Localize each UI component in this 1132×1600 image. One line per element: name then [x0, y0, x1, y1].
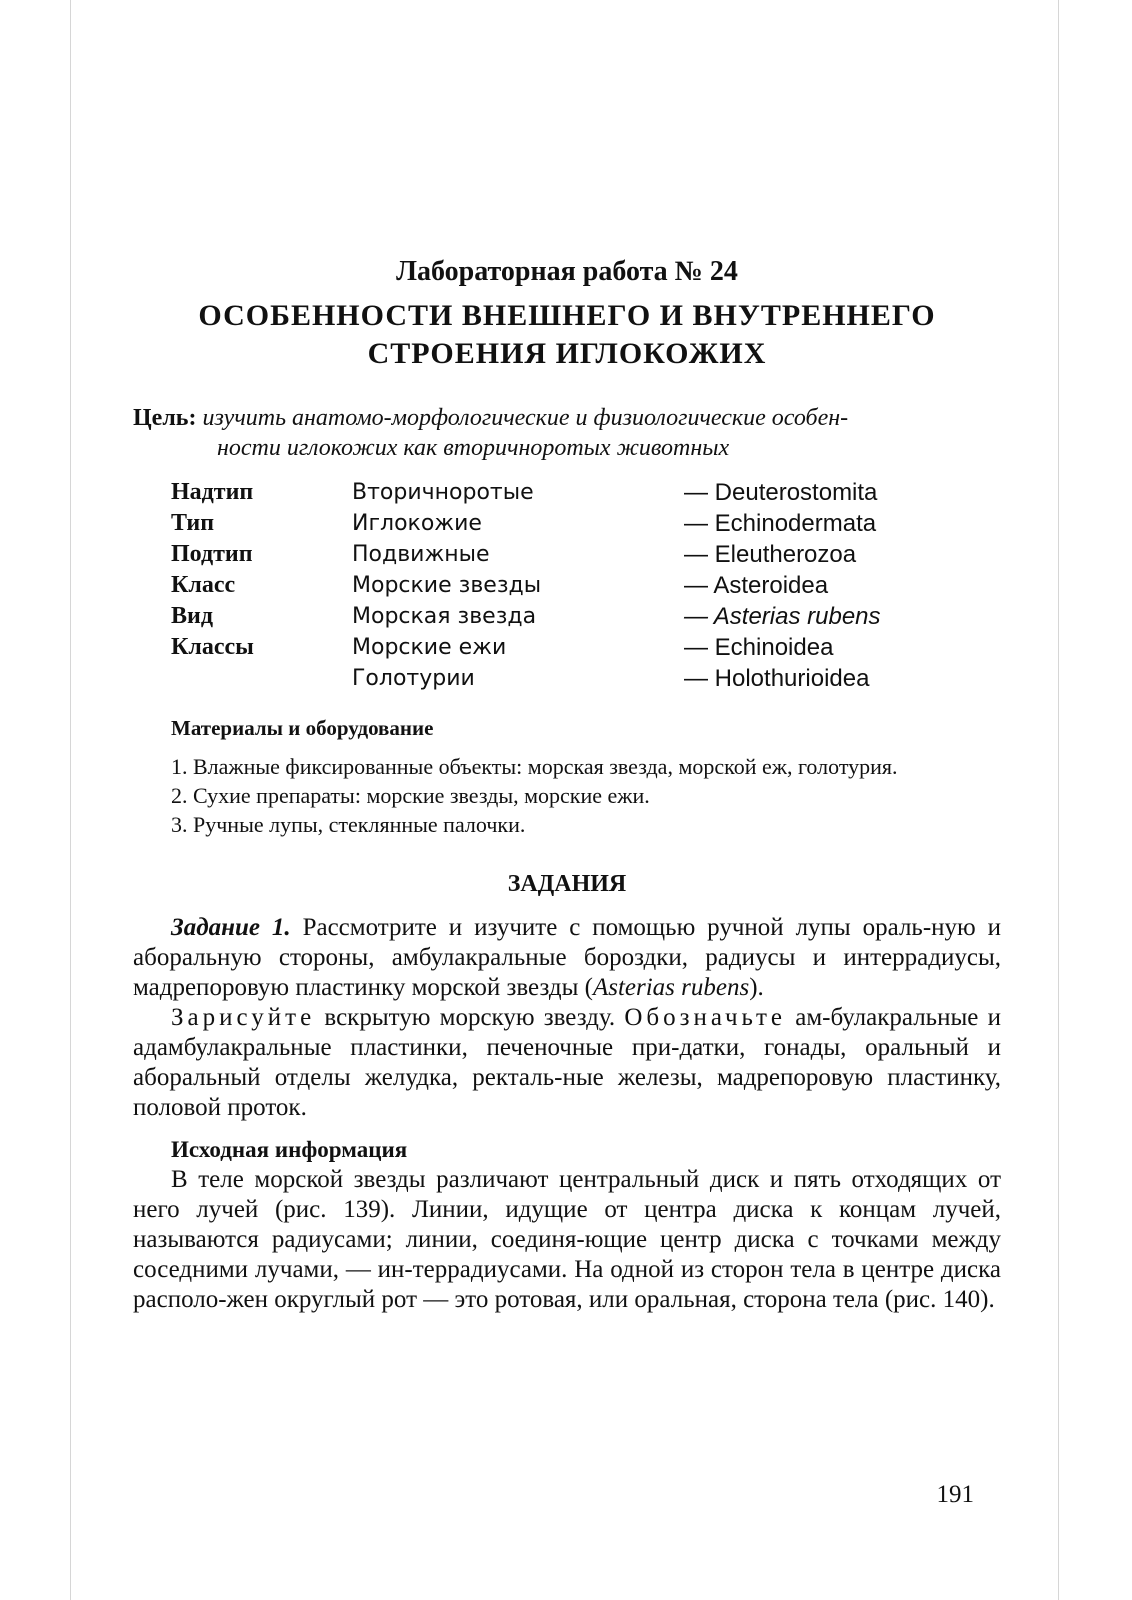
- task-1-paragraph: [133, 913, 1001, 1003]
- page-content: [133, 255, 1001, 1315]
- task-1-end: ).: [749, 974, 764, 1001]
- taxonomy-rank: Вид: [171, 603, 213, 629]
- mark-word: Обозначьте: [624, 1004, 787, 1031]
- taxonomy-russian-name: Вторичноротые: [352, 480, 534, 505]
- main-title: [133, 297, 1001, 373]
- goal-label: Цель:: [133, 405, 197, 431]
- taxonomy-row: [171, 539, 1001, 570]
- task-1-species: Asterias rubens: [592, 974, 750, 1001]
- taxonomy-russian-name: Голотурии: [352, 666, 475, 691]
- taxonomy-row: [171, 632, 1001, 663]
- goal-text-line2: ности иглокожих как вторичноротых животных: [217, 435, 730, 461]
- taxonomy-latin-name: — Asteroidea: [684, 572, 829, 599]
- task-1-text: Рассмотрите и изучите с помощью ручной лупы ораль-ную и аборальную стороны, амбулакральные бороздки, радиусы и интеррадиусы, мадрепоровую пластинку морской звезды (: [133, 914, 1001, 1001]
- taxonomy-latin-name: — Holothurioidea: [684, 665, 870, 692]
- taxonomy-rank: Надтип: [171, 479, 254, 505]
- taxonomy-rank: Тип: [171, 510, 215, 536]
- taxonomy-row: [171, 601, 1001, 632]
- goal: [133, 403, 1001, 463]
- taxonomy-latin-name: — Echinoidea: [684, 634, 834, 661]
- materials-item: 3. Ручные лупы, стеклянные палочки.: [171, 812, 526, 837]
- page-number: 191: [936, 1481, 974, 1508]
- draw-instruction-paragraph: [133, 1003, 1001, 1123]
- info-paragraph: В теле морской звезды различают центральный диск и пять отходящих от него лучей (рис. 139). Линии, идущие от центра диска к концам лучей, называются радиусами; линии, соединя-ющие центр диска с точками между соседними лучами, — ин-террадиусами. На одной из сторон тела в центре диска располо-жен округлый рот — это ротовая, или оральная, сторона тела (рис. 140).: [133, 1166, 1001, 1313]
- page-edge-left: [70, 0, 71, 1600]
- taxonomy-row: [171, 663, 1001, 694]
- main-title-line2: СТРОЕНИЯ ИГЛОКОЖИХ: [367, 337, 767, 370]
- taxonomy-russian-name: Подвижные: [352, 542, 490, 567]
- taxonomy-latin-name: — Eleutherozoa: [684, 541, 857, 568]
- taxonomy-rank: Класс: [171, 572, 236, 598]
- taxonomy-row: [171, 477, 1001, 508]
- materials-heading: Материалы и оборудование: [171, 716, 434, 740]
- taxonomy-rank: Подтип: [171, 541, 253, 567]
- materials-list: [133, 752, 1001, 839]
- draw-text-2: ам-булакральные и адамбулакральные пластинки, печеночные при-датки, гонады, оральный и аборальный отделы желудка, ректаль-ные железы, мадрепоровую пластинку, половой проток.: [133, 1004, 1001, 1121]
- taxonomy-latin-name: — Deuterostomita: [684, 479, 878, 506]
- tasks-heading: ЗАДАНИЯ: [507, 871, 627, 897]
- main-title-line1: ОСОБЕННОСТИ ВНЕШНЕГО И ВНУТРЕННЕГО: [198, 299, 936, 332]
- page-edge-right: [1058, 0, 1059, 1600]
- materials-item: 1. Влажные фиксированные объекты: морская звезда, морской еж, голотурия.: [171, 754, 898, 779]
- materials-item: 2. Сухие препараты: морские звезды, морские ежи.: [171, 783, 650, 808]
- taxonomy-rank: Классы: [171, 634, 254, 660]
- draw-word: Зарисуйте: [171, 1004, 316, 1031]
- taxonomy-russian-name: Морская звезда: [352, 604, 537, 629]
- taxonomy-row: [171, 508, 1001, 539]
- lab-heading: Лабораторная работа № 24: [396, 256, 738, 287]
- taxonomy-table: [171, 477, 1001, 694]
- taxonomy-russian-name: Морские звезды: [352, 573, 542, 598]
- taxonomy-russian-name: Морские ежи: [352, 635, 507, 660]
- taxonomy-latin-name: — Echinodermata: [684, 510, 877, 537]
- taxonomy-latin-name: — Asterias rubens: [684, 603, 881, 630]
- info-heading: Исходная информация: [171, 1137, 408, 1162]
- taxonomy-rank: [171, 663, 352, 694]
- taxonomy-row: [171, 570, 1001, 601]
- draw-text-1: вскрытую морскую звезду.: [315, 1004, 625, 1031]
- taxonomy-russian-name: Иглокожие: [352, 511, 482, 536]
- goal-text-line1: изучить анатомо-морфологические и физиологические особен-: [202, 405, 849, 431]
- task-1-label: Задание 1.: [171, 914, 291, 941]
